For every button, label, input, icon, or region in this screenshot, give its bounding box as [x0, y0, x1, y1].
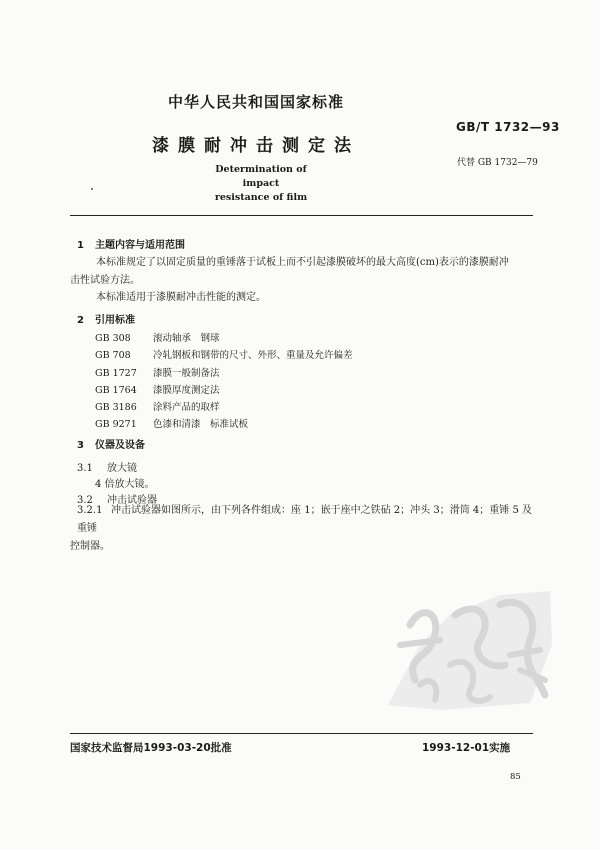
section-1-paragraph-1 — [70, 254, 532, 290]
reference-code: GB 1727 — [95, 367, 137, 379]
clause-3-2-1-paragraph — [70, 502, 532, 556]
reference-title: 色漆和清漆 标准试板 — [153, 419, 249, 431]
section-1-paragraph-2: 本标准适用于漆膜耐冲击性能的测定。 — [96, 292, 266, 303]
reference-item — [95, 347, 353, 364]
clause-title: 冲击试验器 — [107, 495, 157, 506]
section-number: 1 — [77, 240, 84, 251]
section-3-heading — [77, 436, 145, 451]
clause-number: 3.2.1 — [77, 505, 103, 516]
clause-3-1-text: 4 倍放大镜。 — [95, 479, 155, 490]
section-title: 引用标准 — [95, 315, 135, 326]
speck — [91, 188, 93, 190]
effective-date: 1993-12-01实施 — [422, 742, 511, 754]
paragraph-line — [77, 502, 532, 538]
title-en-line-2: resistance of film — [214, 192, 308, 203]
section-title: 主题内容与适用范围 — [95, 240, 185, 251]
title-en-line-1: Determination of impact — [215, 164, 307, 189]
reference-item — [95, 365, 353, 382]
standard-number: GB/T 1732—93 — [456, 120, 560, 134]
clause-number: 3.1 — [77, 463, 93, 474]
page-number: 85 — [510, 772, 521, 782]
reference-item — [95, 416, 353, 433]
clause-3-1-heading — [77, 459, 137, 474]
replaces-standard: 代替 GB 1732—79 — [457, 158, 538, 168]
reference-code: GB 3186 — [95, 402, 137, 414]
referenced-standards-list — [95, 330, 353, 434]
clause-number: 3.2 — [77, 495, 93, 506]
clause-text: 冲击试验器如图所示，由下列各件组成：座 1；嵌于座中之铁砧 2；冲头 3；滑筒 4；重锤 5 及重锤 — [77, 505, 532, 534]
reference-code: GB 9271 — [95, 419, 137, 431]
section-title: 仪器及设备 — [95, 440, 145, 451]
paragraph-line: 控制器。 — [70, 541, 110, 552]
section-number: 3 — [77, 440, 84, 451]
reference-title: 冷轧钢板和钢带的尺寸、外形、重量及允许偏差 — [153, 350, 353, 362]
issuing-country-standard: 中华人民共和国国家标准 — [168, 93, 345, 111]
footer-rule — [70, 733, 533, 734]
header-rule — [70, 215, 533, 216]
paragraph-line: 击性试验方法。 — [70, 275, 140, 286]
reference-code: GB 308 — [95, 333, 131, 344]
reference-title: 涂料产品的取样 — [153, 402, 220, 414]
reference-code: GB 708 — [95, 350, 131, 362]
reference-title: 滚动轴承 钢球 — [153, 333, 220, 344]
clause-title: 放大镜 — [107, 463, 137, 474]
reference-item — [95, 382, 353, 399]
reference-code: GB 1764 — [95, 384, 137, 396]
reference-item — [95, 330, 353, 347]
reference-title: 漆膜一般制备法 — [153, 367, 220, 379]
section-number: 2 — [77, 315, 84, 326]
library-seal-watermark — [380, 585, 560, 715]
reference-item — [95, 399, 353, 416]
section-1-heading — [77, 236, 185, 251]
document-title-en — [205, 163, 317, 205]
paragraph-line: 本标准规定了以固定质量的重锤落于试板上而不引起漆膜破坏的最大高度(cm)表示的漆膜耐冲 — [96, 257, 509, 268]
reference-title: 漆膜厚度测定法 — [153, 384, 220, 396]
section-2-heading — [77, 311, 135, 326]
approval-line: 国家技术监督局1993-03-20批准 — [70, 742, 232, 754]
document-title-zh: 漆膜耐冲击测定法 — [152, 136, 360, 156]
